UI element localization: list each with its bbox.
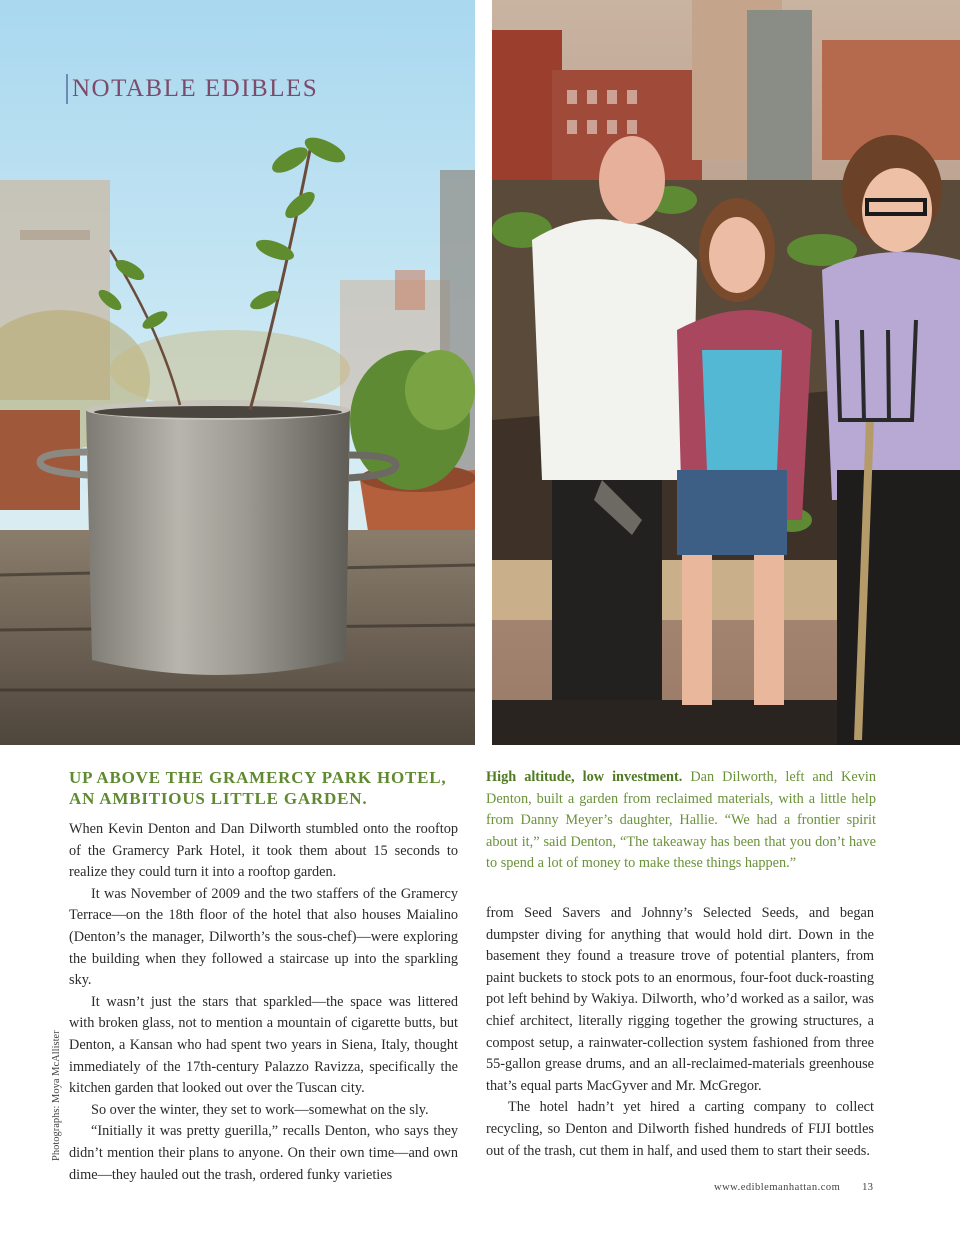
article-headline bbox=[69, 767, 469, 809]
caption-lead: High altitude, low investment. bbox=[486, 769, 683, 785]
page-number: 13 bbox=[862, 1181, 873, 1193]
headline-line-1: UP ABOVE THE GRAMERCY PARK HOTEL, bbox=[69, 768, 447, 787]
paragraph: It wasn’t just the stars that sparkled—the space was littered with broken glass, not to mention a mountain of cigarette butts, but Denton, a Kansan who had spent two years in Siena, Italy, thought immediately of the 17th-century Palazzo Ravizza, specifically the kitchen garden that looked out over the Tuscan city. bbox=[69, 993, 458, 1097]
photo-credit: Photographs: Moya McAllister bbox=[51, 1030, 62, 1161]
footer-url: www.ediblemanhattan.com bbox=[714, 1182, 841, 1193]
paragraph: When Kevin Denton and Dan Dilworth stumbled onto the rooftop of the Gramercy Park Hotel, it took them about 15 seconds to realize they could turn it into a rooftop garden. bbox=[69, 821, 458, 881]
photo-rooftop-gardeners bbox=[492, 0, 960, 745]
section-label: NOTABLE EDIBLES bbox=[66, 74, 318, 104]
paragraph: “Initially it was pretty guerilla,” recalls Denton, who says they didn’t mention their plans to anyone. On their own time—and own dime—they hauled out the trash, ordered funky varieties bbox=[69, 1123, 458, 1183]
body-column-right bbox=[486, 903, 874, 1162]
paragraph: So over the winter, they set to work—somewhat on the sly. bbox=[91, 1101, 429, 1118]
paragraph: The hotel hadn’t yet hired a carting company to collect recycling, so Denton and Dilworth fished hundreds of FIJI bottles out of the trash, cut them in half, and used them to start their seeds. bbox=[486, 1099, 874, 1159]
photo-stock-pot-seedling bbox=[0, 0, 475, 745]
caption-text: Dan Dilworth, left and Kevin Denton, built a garden from reclaimed materials, with a little help from Danny Meyer’s daughter, Hallie. “We had a frontier spirit about it,” said Denton, “The takeaway has been that you don’t have to spend a lot of money to make these things happen.” bbox=[486, 769, 876, 872]
paragraph: It was November of 2009 and the two staffers of the Gramercy Terrace—on the 18th floor of the hotel that also houses Maialino (Denton’s the manager, Dilworth’s the sous-chef)—were exploring the building when they followed a staircase up into the sparkling sky. bbox=[69, 885, 458, 989]
body-column-left bbox=[69, 819, 458, 1186]
headline-line-2: AN AMBITIOUS LITTLE GARDEN. bbox=[69, 789, 368, 808]
paragraph: from Seed Savers and Johnny’s Selected Seeds, and began dumpster diving for anything that would hold dirt. Down in the basement they found a treasure trove of potential planters, from paint buckets to stock pots to an enormous, four-foot duck-roasting pot left behind by Wakiya. Dilworth, who’d worked as a sailor, was chief architect, literally rigging together the growing structures, a compost setup, a rainwater-collection system fashioned from three 55-gallon grease drums, and an all-reclaimed-materials greenhouse that’s equal parts MacGyver and Mr. McGregor. bbox=[486, 905, 874, 1094]
photo-caption bbox=[486, 767, 876, 875]
